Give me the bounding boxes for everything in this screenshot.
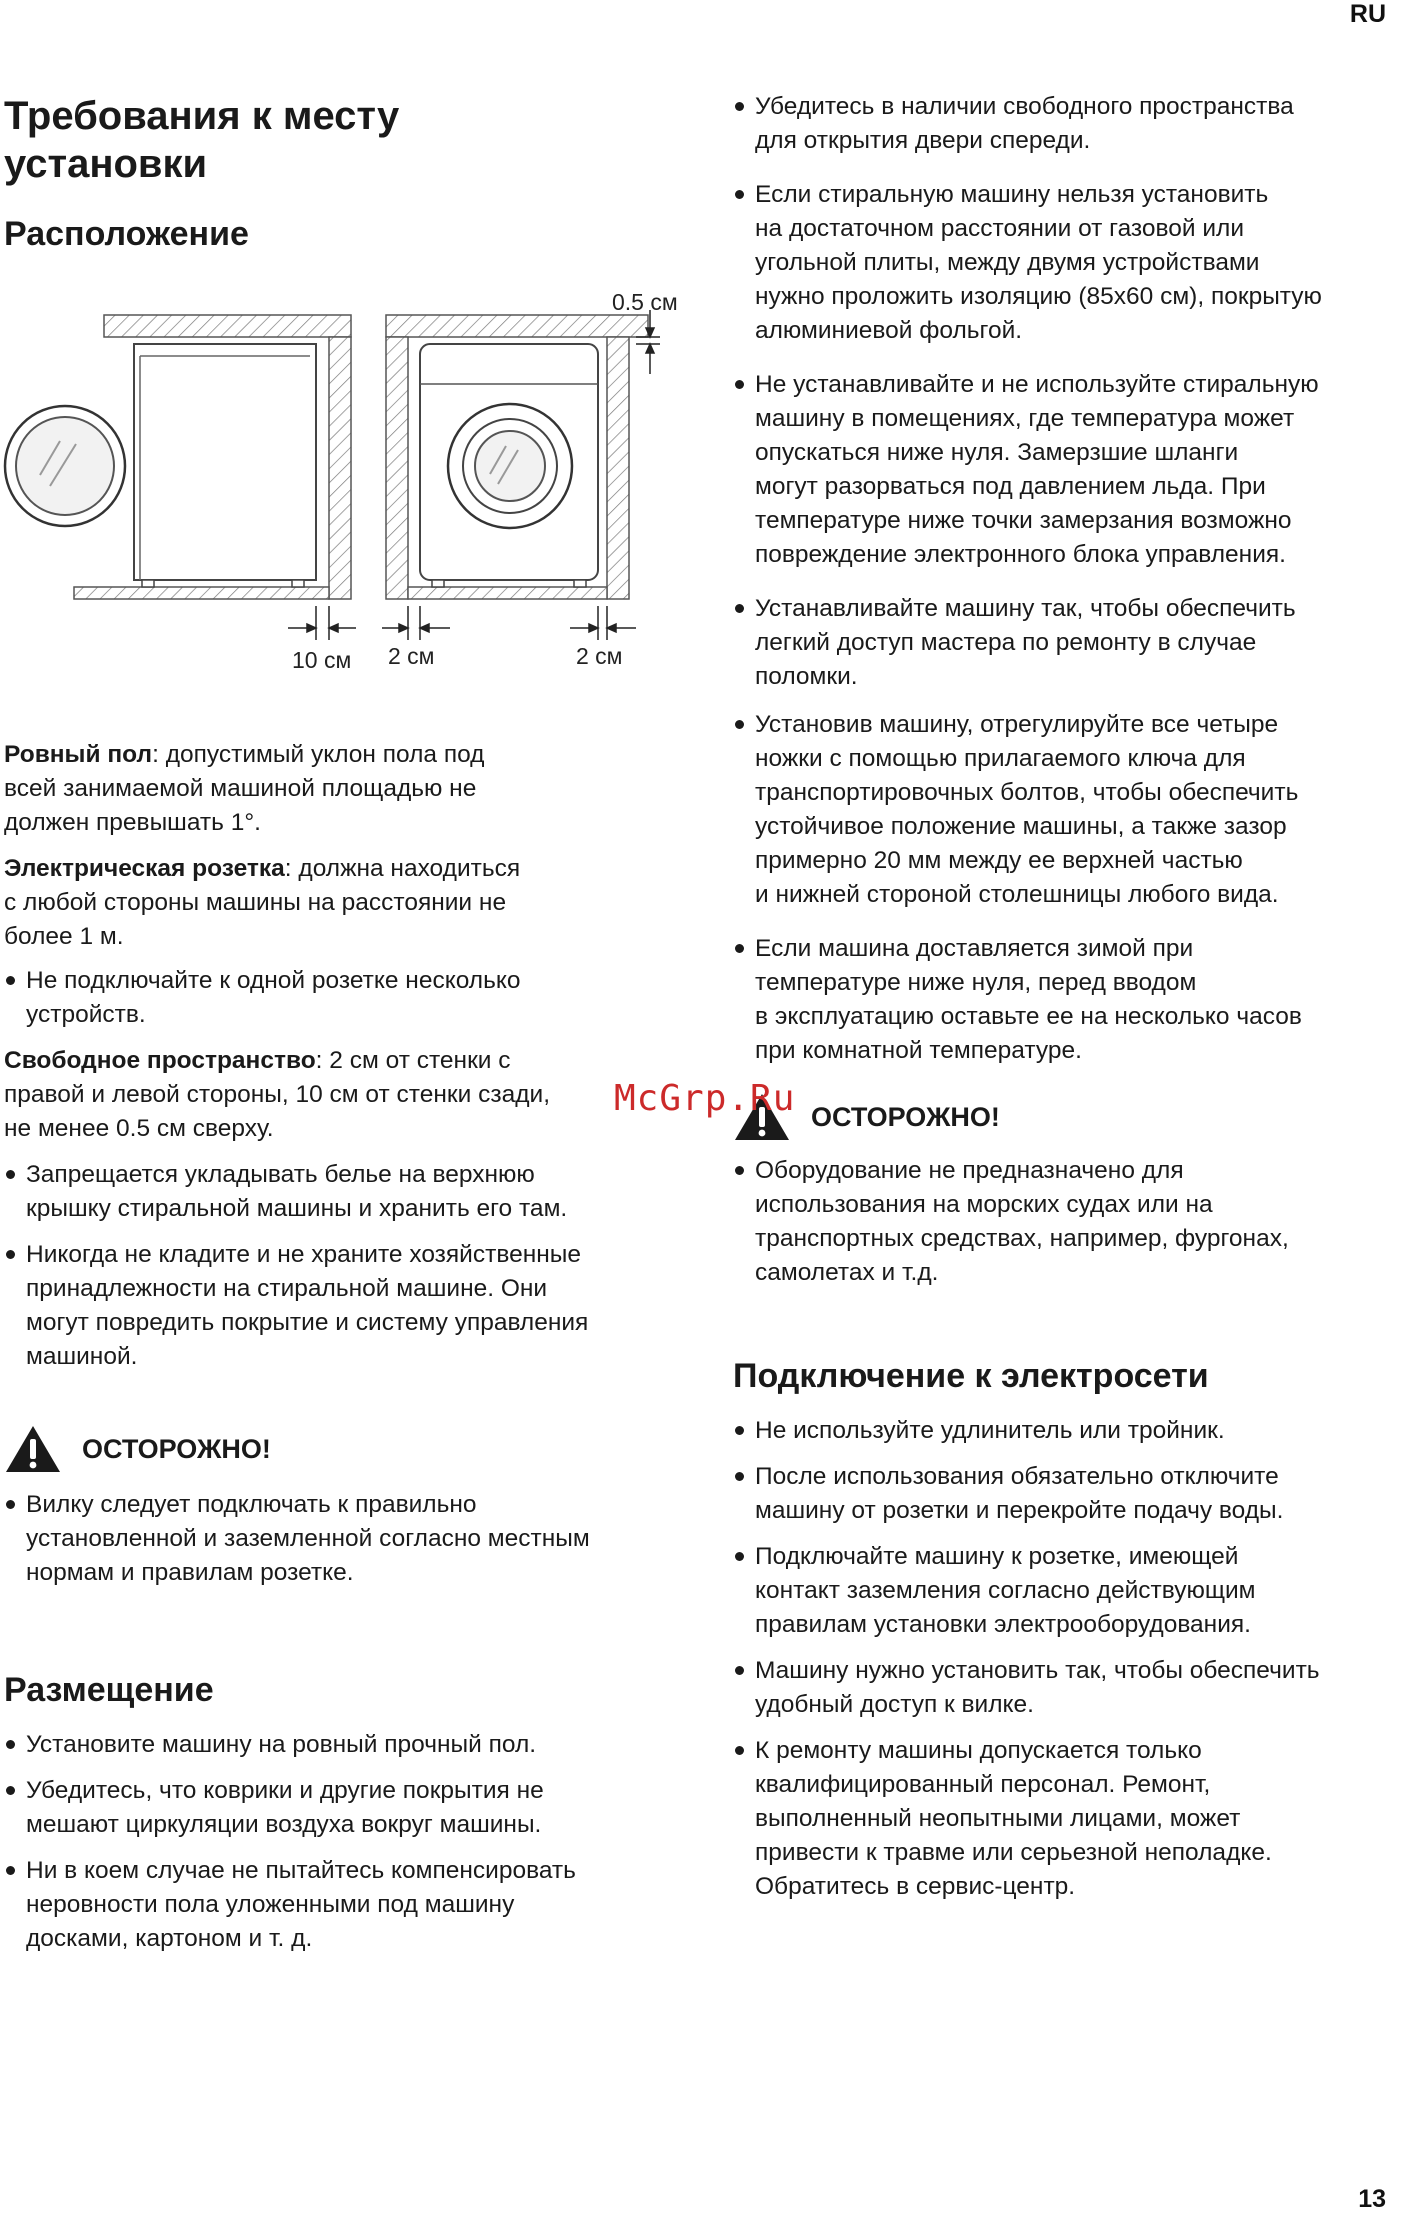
front-left-wall	[386, 337, 408, 599]
list-item	[733, 1154, 1403, 1290]
text-line: Устанавливайте машину так, чтобы обеспечить	[755, 595, 1296, 622]
text-line: принадлежности на стиральной машине. Они	[26, 1275, 548, 1302]
text-line: ножки с помощью прилагаемого ключа для	[755, 745, 1246, 772]
text-line: в эксплуатацию оставьте ее на несколько часов	[755, 1003, 1302, 1030]
text-line: привести к травме или серьезной неполадке.	[755, 1839, 1272, 1866]
text-line: Убедитесь в наличии свободного пространства	[755, 93, 1294, 120]
text-line: и нижней стороной столешницы любого вида.	[755, 881, 1279, 908]
side-machine-body	[134, 344, 316, 580]
side-foot	[142, 580, 154, 587]
text-line: : должна находиться	[284, 855, 521, 882]
front-door-glass	[475, 431, 545, 501]
front-right-wall	[607, 337, 629, 599]
text-line: Если машина доставляется зимой при	[755, 935, 1194, 962]
text-line: не менее 0.5 см сверху.	[4, 1115, 274, 1142]
side-back-wall	[329, 337, 351, 599]
text-line: более 1 м.	[4, 923, 124, 950]
list-item	[4, 964, 674, 1032]
text-line: на достаточном расстоянии от газовой или	[755, 215, 1245, 242]
floor-term: Ровный пол	[4, 741, 153, 768]
watermark: McGrp.Ru	[614, 1078, 796, 1119]
text-line: устойчивое положение машины, а также зазор	[755, 813, 1287, 840]
text-line: удобный доступ к вилке.	[755, 1691, 1034, 1718]
back-gap-dimension	[288, 606, 356, 640]
back-gap-label: 10 см	[292, 647, 352, 673]
side-door-glass	[16, 417, 114, 515]
text-line: : допустимый уклон пола под	[152, 741, 485, 768]
list-item	[4, 1854, 674, 1956]
right-gap-label: 2 см	[576, 643, 623, 669]
text-line: легкий доступ мастера по ремонту в случае	[755, 629, 1257, 656]
text-line: Не устанавливайте и не используйте стиральную	[755, 371, 1319, 398]
text-line: температуре ниже точки замерзания возможно	[755, 507, 1292, 534]
page-number: 13	[1358, 2185, 1386, 2213]
clearance-diagram	[0, 260, 700, 680]
text-line: для открытия двери спереди.	[755, 127, 1091, 154]
side-view	[5, 315, 351, 599]
left-gap-label: 2 см	[388, 643, 435, 669]
text-line: Ни в коем случае не пытайтесь компенсировать	[26, 1857, 576, 1884]
left-column	[4, 92, 674, 254]
text-line: устройств.	[26, 1001, 146, 1028]
text-line: примерно 20 мм между ее верхней частью	[755, 847, 1243, 874]
text-line: при комнатной температуре.	[755, 1037, 1082, 1064]
location-heading: Расположение	[4, 215, 249, 253]
right-gap-dimension	[570, 606, 636, 640]
list-item	[733, 592, 1403, 694]
front-foot	[432, 580, 444, 587]
list-item	[733, 1414, 1403, 1448]
warning-icon	[4, 1424, 62, 1474]
space-paragraph	[4, 1044, 674, 1146]
list-item	[733, 1460, 1403, 1528]
text-line: Не подключайте к одной розетке несколько	[26, 967, 521, 994]
side-floor	[74, 587, 329, 599]
list-item	[733, 932, 1403, 1068]
text-line: опускаться ниже нуля. Замерзшие шланги	[755, 439, 1239, 466]
text-line: машину в помещениях, где температура может	[755, 405, 1295, 432]
space-term: Свободное пространство	[4, 1047, 316, 1074]
text-line: Не используйте удлинитель или тройник.	[755, 1417, 1225, 1444]
text-line: повреждение электронного блока управления.	[755, 541, 1286, 568]
top-gap-label: 0.5 см	[612, 289, 678, 315]
list-item	[4, 1774, 674, 1842]
list-item	[4, 1728, 674, 1762]
text-line: неровности пола уложенными под машину	[26, 1891, 515, 1918]
warning-block	[4, 1424, 674, 1474]
text-line: Подключайте машину к розетке, имеющей	[755, 1543, 1239, 1570]
text-line: крышку стиральной машины и хранить его там.	[26, 1195, 568, 1222]
text-line: установленной и заземленной согласно местным	[26, 1525, 590, 1552]
front-foot	[574, 580, 586, 587]
text-line: машину от розетки и перекройте подачу воды.	[755, 1497, 1284, 1524]
left-gap-dimension	[382, 606, 450, 640]
text-line: К ремонту машины допускается только	[755, 1737, 1202, 1764]
warning-title: ОСТОРОЖНО!	[811, 1101, 1000, 1132]
list-item	[733, 90, 1403, 158]
text-line: Никогда не кладите и не храните хозяйственные	[26, 1241, 581, 1268]
power-heading: Подключение к электросети	[733, 1357, 1209, 1395]
list-item	[4, 1238, 674, 1374]
text-line: нормам и правилам розетке.	[26, 1559, 354, 1586]
front-view	[386, 315, 648, 599]
list-item	[733, 368, 1403, 572]
text-line: угольной плиты, между двумя устройствами	[755, 249, 1260, 276]
text-line: алюминиевой фольгой.	[755, 317, 1023, 344]
front-top-counter	[386, 315, 648, 337]
text-line: температуре ниже нуля, перед вводом	[755, 969, 1197, 996]
warning-title: ОСТОРОЖНО!	[82, 1433, 271, 1464]
text-line: Запрещается укладывать белье на верхнюю	[26, 1161, 535, 1188]
list-item	[4, 1158, 674, 1226]
floor-paragraph	[4, 738, 674, 840]
front-floor	[408, 587, 607, 599]
text-line: квалифицированный персонал. Ремонт,	[755, 1771, 1211, 1798]
socket-paragraph	[4, 852, 674, 954]
placement-heading: Размещение	[4, 1671, 214, 1709]
text-line: выполненный неопытными лицами, может	[755, 1805, 1241, 1832]
text-line: досками, картоном и т. д.	[26, 1925, 313, 1952]
list-item	[733, 1734, 1403, 1904]
language-label: RU	[1349, 0, 1386, 28]
text-line: нужно проложить изоляцию (85x60 см), покрытую	[755, 283, 1322, 310]
text-line: правилам установки электрооборудования.	[755, 1611, 1251, 1638]
text-line: Оборудование не предназначено для	[755, 1157, 1184, 1184]
text-line: Машину нужно установить так, чтобы обеспечить	[755, 1657, 1320, 1684]
text-line: Вилку следует подключать к правильно	[26, 1491, 477, 1518]
side-top-counter	[104, 315, 351, 337]
text-line: Установите машину на ровный прочный пол.	[26, 1731, 537, 1758]
text-line: машиной.	[26, 1343, 138, 1370]
warning-block	[733, 1092, 1403, 1142]
text-line: самолетах и т.д.	[755, 1259, 939, 1286]
socket-term: Электрическая розетка	[4, 855, 285, 882]
list-item	[733, 1654, 1403, 1722]
text-line: всей занимаемой машиной площадью не	[4, 775, 477, 802]
text-line: Если стиральную машину нельзя установить	[755, 181, 1269, 208]
text-line: : 2 см от стенки с	[315, 1047, 511, 1074]
text-line: использования на морских судах или на	[755, 1191, 1213, 1218]
text-line: мешают циркуляции воздуха вокруг машины.	[26, 1811, 542, 1838]
list-item	[733, 1540, 1403, 1642]
side-foot	[292, 580, 304, 587]
text-line: правой и левой стороны, 10 см от стенки сзади,	[4, 1081, 551, 1108]
text-line: контакт заземления согласно действующим	[755, 1577, 1256, 1604]
text-line: должен превышать 1°.	[4, 809, 261, 836]
text-line: Обратитесь в сервис-центр.	[755, 1873, 1076, 1900]
text-line: Установив машину, отрегулируйте все четыре	[755, 711, 1279, 738]
list-item	[733, 178, 1403, 348]
text-line: поломки.	[755, 663, 858, 690]
left-body	[4, 738, 674, 1956]
text-line: могут повредить покрытие и систему управления	[26, 1309, 589, 1336]
text-line: После использования обязательно отключите	[755, 1463, 1279, 1490]
right-column	[733, 90, 1403, 1904]
page-title-line: Требования к месту	[4, 94, 400, 138]
text-line: с любой стороны машины на расстоянии не	[4, 889, 507, 916]
page-title-line: установки	[4, 142, 208, 186]
text-line: транспортных средствах, например, фургонах,	[755, 1225, 1289, 1252]
list-item	[733, 708, 1403, 912]
list-item	[4, 1488, 674, 1590]
text-line: Убедитесь, что коврики и другие покрытия не	[26, 1777, 544, 1804]
text-line: могут разорваться под давлением льда. При	[755, 473, 1266, 500]
text-line: транспортировочных болтов, чтобы обеспечить	[755, 779, 1299, 806]
page-title	[4, 92, 674, 188]
